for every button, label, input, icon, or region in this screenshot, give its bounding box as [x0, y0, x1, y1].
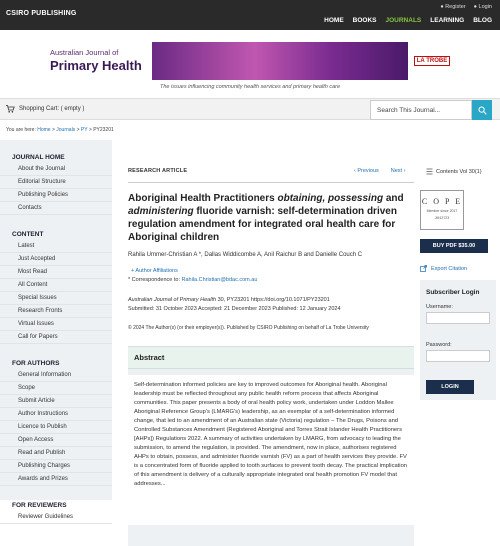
publisher-logo[interactable]: CSIRO PUBLISHING: [6, 10, 77, 17]
breadcrumb: You are here: Home > Journals > PY > PY23201: [6, 127, 114, 133]
sidebar-item[interactable]: Read and Publish: [0, 447, 112, 460]
partner-logo: [408, 42, 456, 80]
cope-badge[interactable]: C O P E Member since 2017 JM12723: [420, 190, 464, 230]
sidebar-item[interactable]: Publishing Policies: [0, 189, 112, 202]
breadcrumb-home[interactable]: Home: [37, 127, 51, 133]
main-nav: [324, 17, 492, 24]
sidebar-item[interactable]: Virtual Issues: [0, 318, 112, 331]
banner-image: [152, 42, 408, 80]
login-link[interactable]: ● Login: [473, 4, 492, 10]
latrobe-logo: LA TROBE: [414, 56, 450, 66]
cope-logo: C O P E: [421, 197, 463, 206]
sidebar-item[interactable]: Reviewer Guidelines: [0, 511, 112, 524]
issue-contents-link[interactable]: Contents Vol 30(1): [426, 168, 482, 175]
buy-pdf-button[interactable]: BUY PDF $35.00: [420, 239, 488, 253]
nav-journals[interactable]: JOURNALS: [385, 17, 422, 24]
export-icon: [420, 265, 427, 272]
register-link[interactable]: ● Register: [440, 4, 466, 10]
article-pagination: [354, 168, 405, 174]
article-dates: Submitted: 31 October 2023 Accepted: 21 December 2023 Published: 12 January 2024: [128, 306, 341, 312]
abstract-heading[interactable]: Abstract: [128, 347, 414, 369]
sidebar-item[interactable]: About the Journal: [0, 163, 112, 176]
user-icon: ●: [473, 4, 477, 10]
nav-books[interactable]: BOOKS: [352, 17, 377, 24]
copyright-notice: © 2024 The Author(s) (or their employer(s)). Published by CSIRO Publishing on behalf of La Trobe University: [128, 325, 369, 331]
sidebar-item[interactable]: Publishing Charges: [0, 460, 112, 473]
login-heading: Subscriber Login: [426, 289, 480, 296]
sidebar-item[interactable]: Contacts: [0, 202, 112, 215]
article-type-label: RESEARCH ARTICLE: [128, 168, 188, 174]
sidebar-heading[interactable]: FOR AUTHORS: [12, 360, 60, 367]
journal-tagline: The issues influencing community health services and primary health care: [159, 84, 341, 90]
article-title: Aboriginal Health Practitioners obtaining, possessing and administering fluoride varnish: self-determination driven regulation amendment for integrated oral health care for Aboriginal children: [128, 193, 404, 243]
abstract-panel: [128, 346, 414, 546]
breadcrumb-journals[interactable]: Journals: [56, 127, 76, 133]
journal-title-line2: Primary Health: [50, 58, 142, 73]
sidebar-section-content: [0, 231, 112, 344]
utility-links: [440, 4, 492, 10]
password-label: Password:: [426, 342, 452, 348]
article-citation: Australian Journal of Primary Health 30, PY23201 https://doi.org/10.1071/PY23201 Submitted: 31 October 2023 Accepted: 21 December 2023 Published: 12 January 2024: [128, 297, 341, 312]
sidebar-item[interactable]: Submit Article: [0, 395, 112, 408]
sidebar-section-journal-home: [0, 154, 112, 215]
breadcrumb-current: PY23201: [93, 127, 114, 133]
subscriber-login-panel: [420, 280, 496, 400]
cart-label: Shopping Cart: ( empty ): [19, 106, 85, 112]
chevron-right-icon: ›: [403, 168, 406, 174]
doi-link[interactable]: 30, PY23201 https://doi.org/10.1071/PY23201: [217, 297, 330, 303]
abstract-text: Self-determination informed policies are key to improved outcomes for Aboriginal health. Aboriginal leadership must be reflected throughout any public health reform process that affects Aboriginal communities. This paper presents a body of oral health policy work, undertaken under Loddon Mallee Aboriginal Reference Group's (LMARG's) leadership, as an exemplar of a self-determination informed change, that led to an amendment of an Australian state (Victoria) regulation – The Drugs, Poisons and Controlled Substances Amendment (Registered Aboriginal and Torres Strait Islander Health Practitioners [AHPs]) Regulations 2022. A summary of activities undertaken by LMARG, from advocacy to leading the submission, to amend the regulation, is provided. The amendment, now in place, authorises registered AHPs to obtain, possess, and administer fluoride varnish (FV) as a part of health services they provide. FV is a concentrated form of fluoride applied to tooth surfaces to prevent tooth decay. The practical implication of this amendment is delivery of a culturally appropriate integrated oral health promotion FV model that addresses...: [128, 375, 414, 525]
list-icon: [426, 168, 433, 175]
username-field[interactable]: [426, 312, 490, 324]
correspondence: * Correspondence to: Rahila.Christian@bdac.com.au: [128, 277, 258, 283]
nav-learning[interactable]: LEARNING: [430, 17, 465, 24]
cart-icon: [6, 105, 15, 113]
correspondence-email[interactable]: Rahila.Christian@bdac.com.au: [181, 277, 258, 283]
sidebar-heading[interactable]: CONTENT: [12, 231, 44, 238]
sidebar-section-for-reviewers: [0, 502, 112, 524]
next-article-link[interactable]: Next ›: [390, 168, 406, 174]
journal-banner[interactable]: [40, 42, 456, 80]
previous-article-link[interactable]: ‹ Previous: [354, 168, 379, 174]
journal-title-block: [40, 42, 152, 80]
shopping-cart[interactable]: [6, 105, 84, 113]
journal-title-line1: Australian Journal of: [50, 48, 119, 57]
cart-search-bar: [0, 98, 500, 120]
sidebar-item[interactable]: Awards and Prizes: [0, 473, 112, 486]
sidebar-item[interactable]: Call for Papers: [0, 331, 112, 344]
search-button[interactable]: [472, 100, 492, 120]
search-icon: [478, 106, 487, 115]
sidebar-item[interactable]: Most Read: [0, 266, 112, 279]
sidebar: [0, 140, 112, 520]
username-label: Username:: [426, 304, 453, 310]
sidebar-heading[interactable]: FOR REVIEWERS: [12, 502, 67, 509]
login-button[interactable]: LOGIN: [426, 380, 474, 394]
sidebar-item[interactable]: Scope: [0, 382, 112, 395]
nav-home[interactable]: HOME: [324, 17, 344, 24]
sidebar-item[interactable]: Special Issues: [0, 292, 112, 305]
password-field[interactable]: [426, 350, 490, 362]
nav-blog[interactable]: BLOG: [473, 17, 492, 24]
sidebar-item[interactable]: Research Fronts: [0, 305, 112, 318]
sidebar-item[interactable]: General Information: [0, 369, 112, 382]
sidebar-item[interactable]: Open Access: [0, 434, 112, 447]
sidebar-item[interactable]: Just Accepted: [0, 253, 112, 266]
sidebar-item[interactable]: Licence to Publish: [0, 421, 112, 434]
chevron-left-icon: ‹: [354, 168, 356, 174]
sidebar-heading[interactable]: JOURNAL HOME: [12, 154, 65, 161]
sidebar-section-for-authors: [0, 360, 112, 486]
divider: [128, 182, 414, 183]
article-authors[interactable]: Rahila Ummer-Christian A *, Dallas Widdicombe A, Anil Raichur B and Danielle Couch C: [128, 252, 363, 258]
sidebar-item[interactable]: All Content: [0, 279, 112, 292]
sidebar-item[interactable]: Latest: [0, 240, 112, 253]
top-bar: [0, 0, 500, 30]
sidebar-item[interactable]: Editorial Structure: [0, 176, 112, 189]
author-affiliations-toggle[interactable]: + Author Affiliations: [131, 268, 178, 274]
search-input[interactable]: Search This Journal...: [370, 100, 472, 120]
user-icon: ●: [440, 4, 444, 10]
sidebar-item[interactable]: Author Instructions: [0, 408, 112, 421]
breadcrumb-py[interactable]: PY: [80, 127, 88, 133]
export-citation-link[interactable]: Export Citation: [420, 265, 467, 272]
